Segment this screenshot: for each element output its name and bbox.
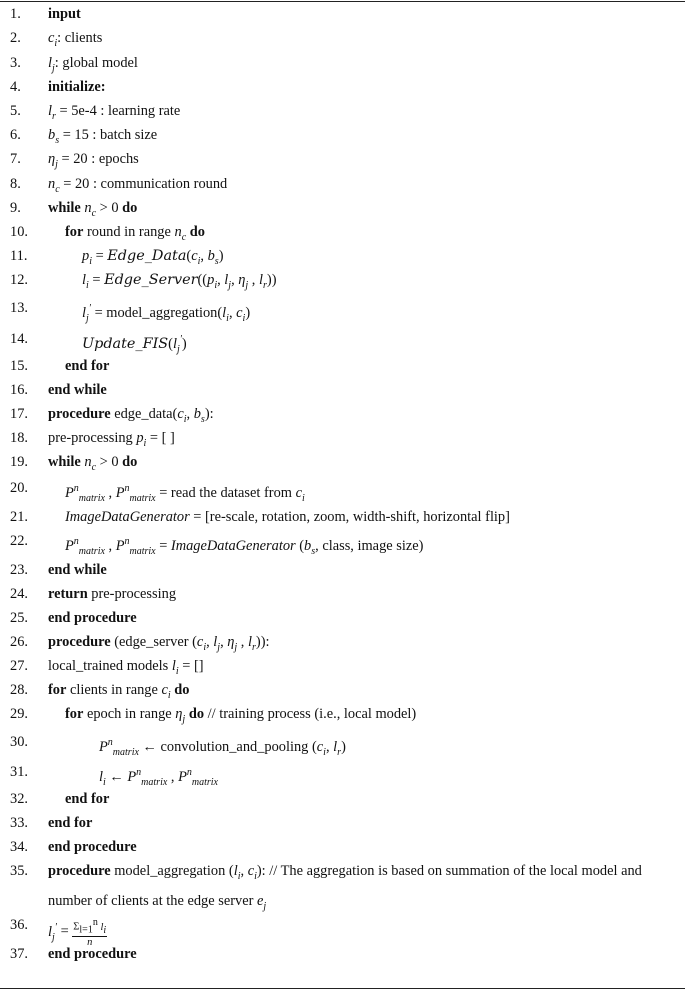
line-code: $P^n_{matrix}$ , $P^n_{matrix}$ = read the dataset from $c_i$ xyxy=(65,483,305,504)
line-code: end while xyxy=(48,382,107,398)
line-number: 11. xyxy=(10,248,28,264)
sum-fraction: $\frac{\Sigma_{l=1}^n l_i}{n}$ xyxy=(73,917,107,948)
line-code: $c_i$: clients xyxy=(48,30,103,49)
line-code: $\eta_j = 20$ : epochs xyxy=(48,151,139,170)
line-number: 12. xyxy=(10,272,28,288)
line-code: $l_i$ = $Edge\_Server((p_i$, $l_j$, $\eta_j$ , $l_r$)) xyxy=(82,272,277,291)
line-code: end procedure xyxy=(48,839,137,855)
line-code: $b_s = 15$ : batch size xyxy=(48,127,158,146)
line-code: return pre-processing xyxy=(48,586,177,602)
line-code: end while xyxy=(48,562,107,578)
bottom-rule xyxy=(0,988,685,989)
line-code: end for xyxy=(65,358,110,374)
line-code: while $n_c > 0$ do xyxy=(48,200,138,219)
line-number: 16. xyxy=(10,382,28,398)
line-code: end for xyxy=(65,791,110,807)
line-code: $l_j'$ = $\frac{\Sigma_{l=1}^n l_i}{n}$ xyxy=(48,917,107,948)
line-number: 29. xyxy=(10,706,28,722)
line-number: 19. xyxy=(10,454,28,470)
line-number: 22. xyxy=(10,533,28,549)
line-number: 37. xyxy=(10,946,28,962)
line-code: $P^n_{matrix}$ , $P^n_{matrix}$ = ImageDataGenerator ($b_s$, class, image size) xyxy=(65,536,424,557)
line-code: while $n_c > 0$ do xyxy=(48,454,138,473)
line-number: 23. xyxy=(10,562,28,578)
line-number: 13. xyxy=(10,300,28,316)
line-number: 1. xyxy=(10,6,21,22)
line-number: 30. xyxy=(10,734,28,750)
line-code: for epoch in range $\eta_j$ do // training process (i.e., local model) xyxy=(65,706,417,725)
line-number: 9. xyxy=(10,200,21,216)
line-number: 31. xyxy=(10,764,28,780)
line-number: 27. xyxy=(10,658,28,674)
line-number: 5. xyxy=(10,103,21,119)
line-code: end for xyxy=(48,815,93,831)
line-number: 2. xyxy=(10,30,21,46)
line-code: for clients in range $c_i$ do xyxy=(48,682,190,701)
line-code: $P^n_{matrix}$ ← convolution_and_pooling ($c_i$, $l_r$) xyxy=(99,737,346,758)
line-code: pre-processing $p_i$ = [ ] xyxy=(48,430,175,449)
line-number: 10. xyxy=(10,224,28,240)
line-number: 32. xyxy=(10,791,28,807)
line-code: ImageDataGenerator = [re-scale, rotation, zoom, width-shift, horizontal flip] xyxy=(65,509,510,525)
line-code: $Update\_FIS(l_j')$ xyxy=(82,334,187,355)
line-code: end procedure xyxy=(48,610,137,626)
line-code: procedure $edge\_data(c_i$, $b_s$): xyxy=(48,406,214,425)
line-number: 35. xyxy=(10,863,28,879)
line-number: 25. xyxy=(10,610,28,626)
line-number: 14. xyxy=(10,331,28,347)
line-number: 20. xyxy=(10,480,28,496)
line-number: 7. xyxy=(10,151,21,167)
line-number: 34. xyxy=(10,839,28,855)
line-number: 8. xyxy=(10,176,21,192)
line-code: $l_j'$ = $model\_aggregation(l_i$, $c_i$) xyxy=(82,303,251,324)
line-code: $n_c = 20$ : communication round xyxy=(48,176,228,195)
line-number: 24. xyxy=(10,586,28,602)
line-code: $l_r = 5e-4$ : learning rate xyxy=(48,103,181,122)
line-number: 3. xyxy=(10,55,21,71)
line-number: 4. xyxy=(10,79,21,95)
line-code: $l_j$: global model xyxy=(48,55,138,74)
line-number: 6. xyxy=(10,127,21,143)
line-number: 17. xyxy=(10,406,28,422)
line-number: 33. xyxy=(10,815,28,831)
line-number: 36. xyxy=(10,917,28,933)
line-code: local_trained models $l_i$ = [] xyxy=(48,658,204,677)
line-code: initialize: xyxy=(48,79,106,95)
line-number: 28. xyxy=(10,682,28,698)
line-code: procedure model_aggregation ($l_i$, $c_i$): // The aggregation is based on summation of the local model and number of clients at the edge server $e_j$ xyxy=(48,863,642,912)
line-number: 21. xyxy=(10,509,28,525)
line-number: 15. xyxy=(10,358,28,374)
line-code: $l_i$ ← $P^n_{matrix}$ , $P^n_{matrix}$ xyxy=(99,767,218,788)
line-code: for round in range $n_c$ do xyxy=(65,224,205,243)
line-number: 26. xyxy=(10,634,28,650)
line-code: $p_i$ = $Edge\_Data(c_i$, $b_s$) xyxy=(82,248,224,267)
line-number: 18. xyxy=(10,430,28,446)
line-code: input xyxy=(48,6,81,22)
line-code: end procedure xyxy=(48,946,137,962)
line-code: procedure (edge_server ($c_i$, $l_j$, $\eta_j$ , $l_r$)): xyxy=(48,634,270,653)
